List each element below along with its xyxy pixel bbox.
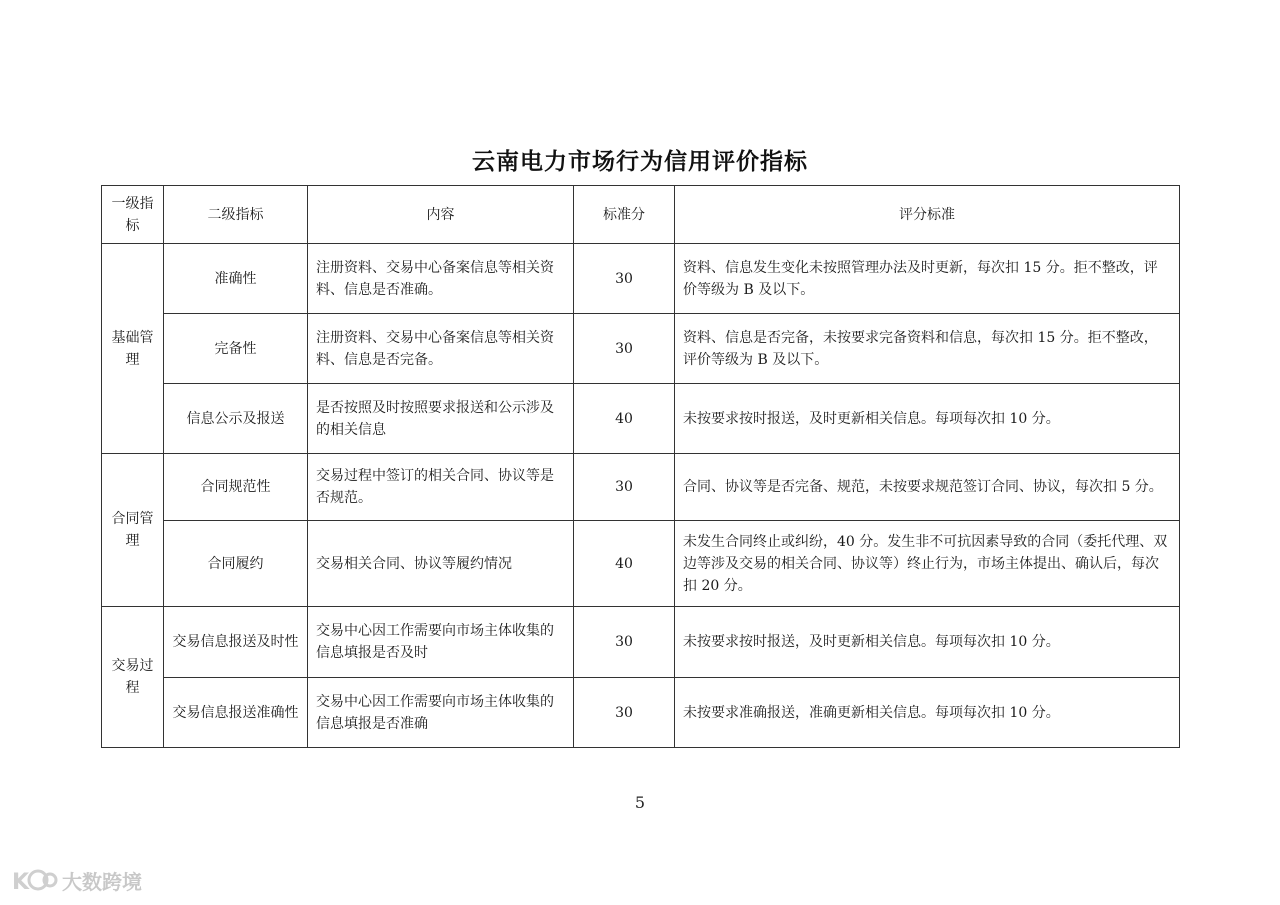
level2-cell: 交易信息报送准确性 (164, 678, 308, 748)
criteria-cell: 未按要求按时报送，及时更新相关信息。每项每次扣 10 分。 (675, 607, 1180, 678)
score-cell: 30 (574, 678, 675, 748)
content-cell: 交易中心因工作需要向市场主体收集的信息填报是否及时 (308, 607, 574, 678)
score-cell: 30 (574, 454, 675, 521)
score-cell: 30 (574, 607, 675, 678)
table-header-row (102, 186, 1180, 244)
credit-evaluation-table (101, 185, 1180, 748)
level1-cell: 合同管理 (102, 454, 164, 607)
content-cell: 注册资料、交易中心备案信息等相关资料、信息是否准确。 (308, 244, 574, 314)
table-row (102, 454, 1180, 521)
watermark-logo-icon (10, 865, 58, 895)
header-criteria: 评分标准 (675, 186, 1180, 244)
score-cell: 30 (574, 244, 675, 314)
svg-text:K: K (12, 870, 30, 895)
level2-cell: 合同规范性 (164, 454, 308, 521)
header-level2: 二级指标 (164, 186, 308, 244)
level2-cell: 准确性 (164, 244, 308, 314)
page-number: 5 (634, 793, 646, 812)
level2-cell: 合同履约 (164, 521, 308, 607)
score-cell: 40 (574, 521, 675, 607)
header-score: 标准分 (574, 186, 675, 244)
content-cell: 是否按照及时按照要求报送和公示涉及的相关信息 (308, 384, 574, 454)
content-cell: 交易过程中签订的相关合同、协议等是否规范。 (308, 454, 574, 521)
score-cell: 30 (574, 314, 675, 384)
table-row (102, 314, 1180, 384)
content-cell: 交易中心因工作需要向市场主体收集的信息填报是否准确 (308, 678, 574, 748)
score-cell: 40 (574, 384, 675, 454)
criteria-cell: 未按要求准确报送，准确更新相关信息。每项每次扣 10 分。 (675, 678, 1180, 748)
page-title: 云南电力市场行为信用评价指标 (472, 149, 808, 175)
criteria-cell: 未发生合同终止或纠纷，40 分。发生非不可抗因素导致的合同（委托代理、双边等涉及交易的相关合同、协议等）终止行为，市场主体提出、确认后，每次扣 20 分。 (675, 521, 1180, 607)
header-content: 内容 (308, 186, 574, 244)
table-row (102, 678, 1180, 748)
criteria-cell: 未按要求按时报送，及时更新相关信息。每项每次扣 10 分。 (675, 384, 1180, 454)
header-level1: 一级指标 (102, 186, 164, 244)
level1-cell: 基础管理 (102, 244, 164, 454)
criteria-cell: 资料、信息发生变化未按照管理办法及时更新，每次扣 15 分。拒不整改，评价等级为 B 及以下。 (675, 244, 1180, 314)
level1-cell: 交易过程 (102, 607, 164, 748)
table-row (102, 521, 1180, 607)
criteria-cell: 资料、信息是否完备，未按要求完备资料和信息，每次扣 15 分。拒不整改，评价等级为 B 及以下。 (675, 314, 1180, 384)
content-cell: 注册资料、交易中心备案信息等相关资料、信息是否完备。 (308, 314, 574, 384)
content-cell: 交易相关合同、协议等履约情况 (308, 521, 574, 607)
level2-cell: 完备性 (164, 314, 308, 384)
table-row (102, 384, 1180, 454)
level2-cell: 交易信息报送及时性 (164, 607, 308, 678)
level2-cell: 信息公示及报送 (164, 384, 308, 454)
table-row (102, 607, 1180, 678)
table-row (102, 244, 1180, 314)
watermark (10, 865, 142, 895)
watermark-text: 大数跨境 (62, 869, 142, 894)
criteria-cell: 合同、协议等是否完备、规范，未按要求规范签订合同、协议，每次扣 5 分。 (675, 454, 1180, 521)
